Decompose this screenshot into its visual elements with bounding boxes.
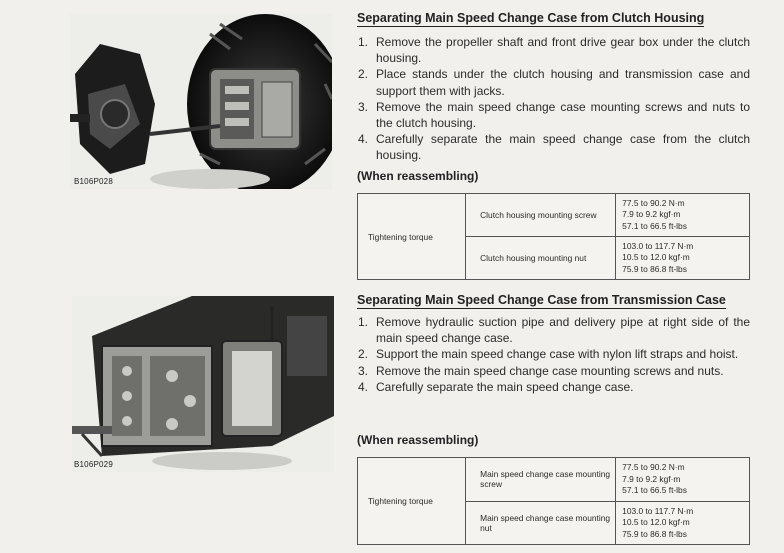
torque-part: Main speed change case mounting nut: [466, 501, 616, 545]
step-number: 4.: [358, 379, 369, 394]
torque-part: Clutch housing mounting screw: [466, 194, 616, 237]
torque-value-kgfm: 7.9 to 9.2 kgf·m: [622, 473, 681, 484]
step-text: Place stands under the clutch housing and transmission case and support them with jacks.: [376, 67, 750, 98]
figure-caption-1: B106P028: [74, 177, 113, 186]
photo-transmission-case-image: [72, 296, 334, 472]
list-item: [358, 346, 750, 362]
when-reassembling-label: (When reassembling): [357, 433, 479, 447]
list-item: [358, 99, 750, 131]
list-item: [358, 34, 750, 66]
torque-part: Clutch housing mounting nut: [466, 237, 616, 280]
step-number: 4.: [358, 132, 369, 147]
step-text: Remove the propeller shaft and front drive gear box under the clutch housing.: [376, 35, 750, 66]
torque-value-nm: 77.5 to 90.2 N·m: [622, 462, 685, 472]
photo-transmission-case: [72, 296, 334, 472]
torque-value-kgfm: 7.9 to 9.2 kgf·m: [622, 209, 681, 220]
photo-clutch-housing-image: [70, 14, 332, 189]
torque-value-ftlbs: 57.1 to 66.5 ft-lbs: [622, 220, 687, 231]
list-item: [358, 363, 750, 379]
torque-value-nm: 77.5 to 90.2 N·m: [622, 197, 685, 208]
tightening-torque-label: Tightening torque: [358, 194, 466, 280]
step-number: 2.: [358, 67, 369, 82]
steps-list-clutch-housing: [358, 34, 750, 164]
step-text: Support the main speed change case with nylon lift straps and hoist.: [376, 347, 739, 362]
step-text: Carefully separate the main speed change case.: [376, 379, 634, 394]
torque-value-kgfm: 10.5 to 12.0 kgf·m: [622, 252, 690, 263]
table-row: [358, 458, 750, 502]
tightening-torque-label: Tightening torque: [358, 458, 466, 545]
list-item: [358, 379, 750, 395]
torque-value-ftlbs: 75.9 to 86.8 ft-lbs: [622, 263, 687, 274]
torque-values: [616, 237, 750, 280]
torque-value-ftlbs: 57.1 to 66.5 ft-lbs: [622, 485, 687, 495]
list-item: [358, 314, 750, 346]
torque-value-nm: 103.0 to 117.7 N·m: [622, 505, 694, 516]
step-number: 2.: [358, 347, 369, 362]
step-text: Carefully separate the main speed change case from the clutch housing.: [376, 132, 750, 163]
step-text: Remove hydraulic suction pipe and delivery pipe at right side of the main speed change case.: [376, 315, 750, 346]
section-title-clutch-housing: Separating Main Speed Change Case from Clutch Housing: [357, 11, 705, 25]
step-text: Remove the main speed change case mounting screws and nuts to the clutch housing.: [376, 99, 750, 131]
torque-part: Main speed change case mounting screw: [466, 458, 616, 502]
torque-value-kgfm: 10.5 to 12.0 kgf·m: [622, 517, 690, 527]
step-number: 3.: [358, 99, 369, 114]
step-number: 3.: [358, 363, 369, 378]
figure-caption-2: B106P029: [74, 460, 113, 469]
steps-list-transmission-case: [358, 314, 750, 395]
when-reassembling-label: (When reassembling): [357, 169, 479, 183]
step-text: Remove the main speed change case mounting screws and nuts.: [376, 363, 724, 378]
torque-table-transmission-case: [357, 457, 750, 545]
torque-value-ftlbs: 75.9 to 86.8 ft-lbs: [622, 528, 687, 539]
list-item: [358, 66, 750, 98]
step-number: 1.: [358, 315, 369, 329]
step-number: 1.: [358, 35, 369, 49]
photo-clutch-housing: [70, 14, 332, 189]
torque-values: [616, 194, 750, 237]
torque-values: [616, 458, 750, 502]
list-item: [358, 131, 750, 163]
section-title-transmission-case: Separating Main Speed Change Case from Transmission Case: [357, 293, 726, 307]
torque-value-nm: 103.0 to 117.7 N·m: [622, 240, 694, 251]
torque-table-clutch-housing: [357, 193, 750, 280]
torque-values: [616, 501, 750, 545]
table-row: [358, 194, 750, 237]
